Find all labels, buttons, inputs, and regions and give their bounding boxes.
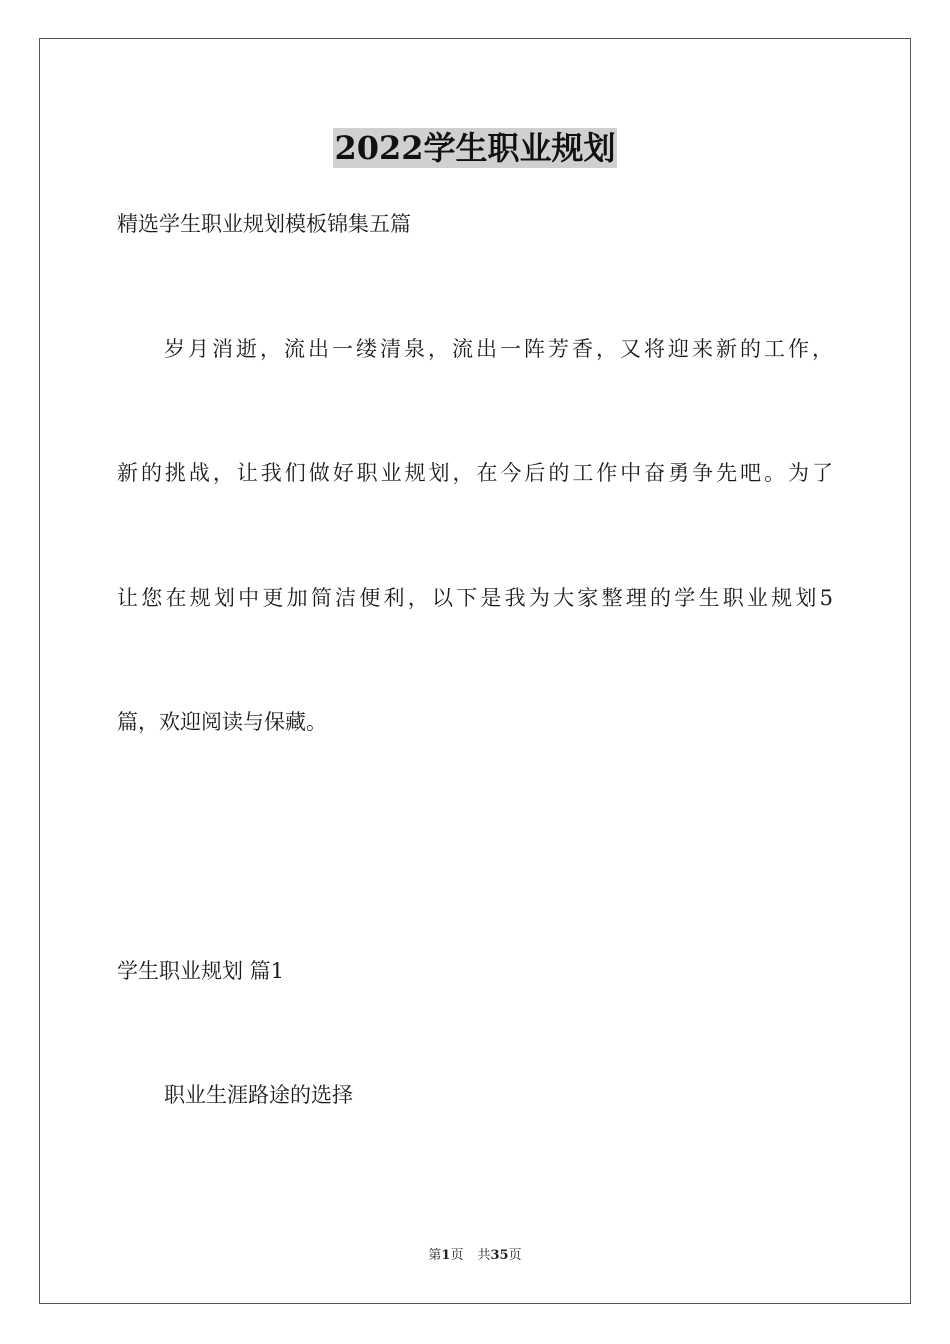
page-footer <box>0 1247 950 1265</box>
document-title: 2022学生职业规划 <box>334 129 616 167</box>
section-heading: 学生职业规划 篇1 <box>117 959 285 983</box>
intro-line-4: 篇，欢迎阅读与保藏。 <box>117 710 327 734</box>
footer-page-number: 1 <box>441 1248 451 1263</box>
section-first-line: 职业生涯路途的选择 <box>164 1083 353 1107</box>
document-subtitle: 精选学生职业规划模板锦集五篇 <box>117 212 411 236</box>
intro-line-3: 让您在规划中更加简洁便利，以下是我为大家整理的学生职业规划5 <box>117 586 833 610</box>
intro-line-2: 新的挑战，让我们做好职业规划，在今后的工作中奋勇争先吧。为了 <box>117 461 833 485</box>
intro-line-1: 岁月消逝，流出一缕清泉，流出一阵芳香，又将迎来新的工作， <box>164 337 833 361</box>
footer-total-suffix: 页 <box>508 1248 522 1263</box>
footer-page-suffix: 页 <box>450 1248 464 1263</box>
footer-page-prefix: 第 <box>428 1248 442 1263</box>
footer-total-pages: 35 <box>490 1248 509 1263</box>
title-container <box>0 128 950 168</box>
footer-total-prefix: 共 <box>477 1248 491 1263</box>
